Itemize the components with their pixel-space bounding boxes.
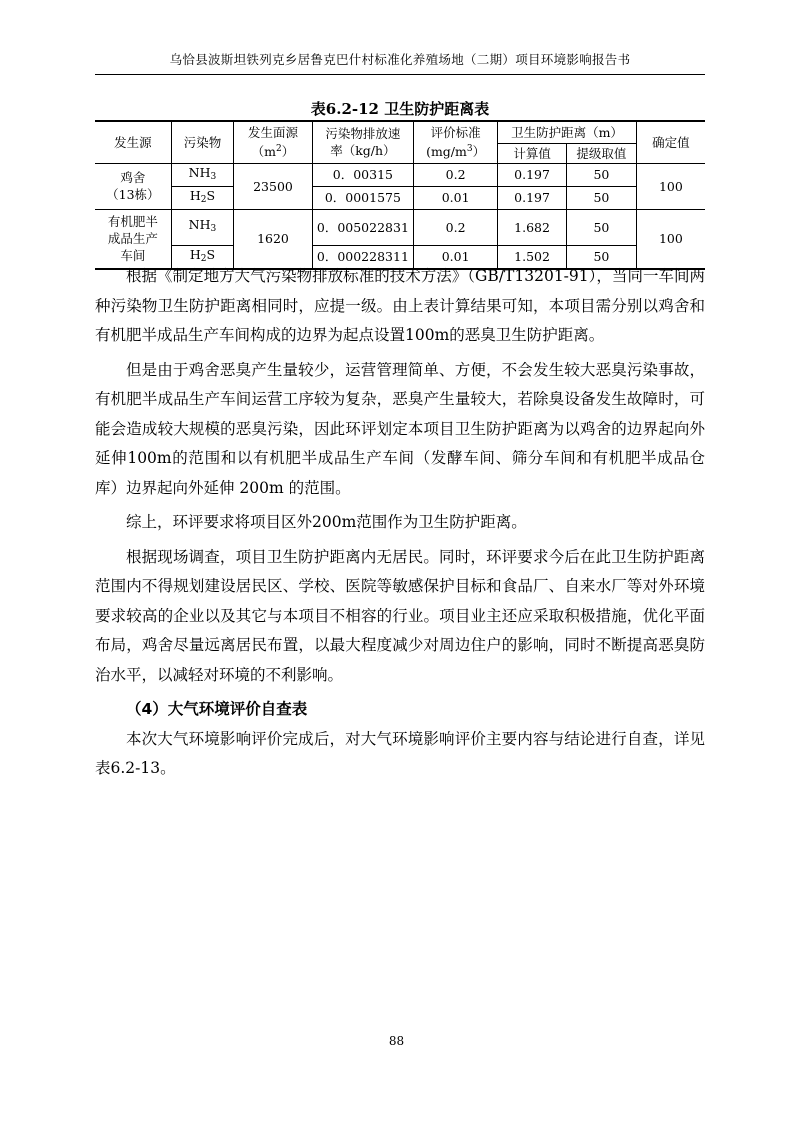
table-row [95,186,705,209]
protection-distance-table [95,120,705,270]
grade-cell: 50 [567,245,637,269]
paragraph: 但是由于鸡舍恶臭产生量较少，运营管理简单、方便，不会发生较大恶臭污染事故，有机肥半成品生产车间运营工序较为复杂，恶臭产生量较大，若除臭设备发生故障时，可能会造成较大规模的恶臭污染，因此环评划定本项目卫生防护距离为以鸡舍的边界起向外延伸100m的范围和以有机肥半成品生产车间（发酵车间、筛分车间和有机肥半成品仓库）边界起向外延伸 200m 的范围。 [95,360,705,497]
header-area-unit: $(m^2)$ [251,144,295,160]
header-standard: 评价标准 $(mg/m^3)$ [414,121,498,163]
table-header-row [95,121,705,143]
source-cell: 鸡舍 （13栋） [95,163,171,209]
calc-cell: 1.682 [498,209,567,245]
header-area-label: 发生面源 [247,125,298,141]
paragraph: 综上，环评要求将项目区外200m范围作为卫生防护距离。 [126,513,527,531]
pollutant-cell: $NH_3$ [171,209,234,245]
body-text [95,262,705,784]
grade-cell: 50 [567,163,637,186]
header-determined: 确定值 [636,121,705,163]
header-source: 发生源 [95,121,171,163]
table-title: 表6.2-12 卫生防护距离表 [310,100,490,118]
standard-cell: 0.01 [414,186,498,209]
pollutant-cell: $H_2S$ [171,245,234,269]
header-area [234,121,312,163]
header-standard-unit: $(mg/m^3)$ [426,144,486,160]
standard-cell: 0.2 [414,163,498,186]
page-number: 88 [388,1034,405,1048]
area-cell: 1620 [234,209,312,269]
header-emission-rate: 污染物排放速 率（kg/h） [312,121,413,163]
determined-cell: 100 [636,209,705,269]
calc-cell: 0.197 [498,163,567,186]
pollutant-cell: $H_2S$ [171,186,234,209]
paragraph: 根据《制定地方大气污染物排放标准的技术方法》（GB/T13201-91），当同一车间两种污染物卫生防护距离相同时，应提一级。由上表计算结果可知，本项目需分别以鸡舍和有机肥半成品生产车间构成的边界为起点设置100m的恶臭卫生防护距离。 [95,267,705,344]
emission-cell: 0．0001575 [312,186,413,209]
section-heading: （4）大气环境评价自查表 [126,700,308,718]
calc-cell: 0.197 [498,186,567,209]
table-row [95,163,705,186]
area-cell: 23500 [234,163,312,209]
source-cell: 有机肥半 成品生产 车间 [95,209,171,269]
emission-cell: 0．005022831 [312,209,413,245]
grade-cell: 50 [567,209,637,245]
standard-cell: 0.01 [414,245,498,269]
table-row [95,209,705,245]
page-header: 乌恰县波斯坦铁列克乡居鲁克巴什村标准化养殖场地（二期）项目环境影响报告书 [95,50,705,75]
emission-cell: 0．000228311 [312,245,413,269]
emission-cell: 0．00315 [312,163,413,186]
header-pollutant: 污染物 [171,121,234,163]
calc-cell: 1.502 [498,245,567,269]
standard-cell: 0.2 [414,209,498,245]
pollutant-cell: $NH_3$ [171,163,234,186]
paragraph: 本次大气环境影响评价完成后，对大气环境影响评价主要内容与结论进行自查，详见表6.2-13。 [95,729,705,777]
header-distance-group: 卫生防护距离（m） [498,121,637,143]
header-grade: 提级取值 [567,143,637,163]
grade-cell: 50 [567,186,637,209]
paragraph: 根据现场调查，项目卫生防护距离内无居民。同时，环评要求今后在此卫生防护距离范围内不得规划建设居民区、学校、医院等敏感保护目标和食品厂、自来水厂等对外环境要求较高的企业以及其它与本项目不相容的行业。项目业主还应采取积极措施，优化平面布局，鸡舍尽量远离居民布置，以最大程度减少对周边住户的影响，同时不断提高恶臭防治水平，以减轻对环境的不利影响。 [95,547,705,684]
header-calc: 计算值 [498,143,567,163]
determined-cell: 100 [636,163,705,209]
